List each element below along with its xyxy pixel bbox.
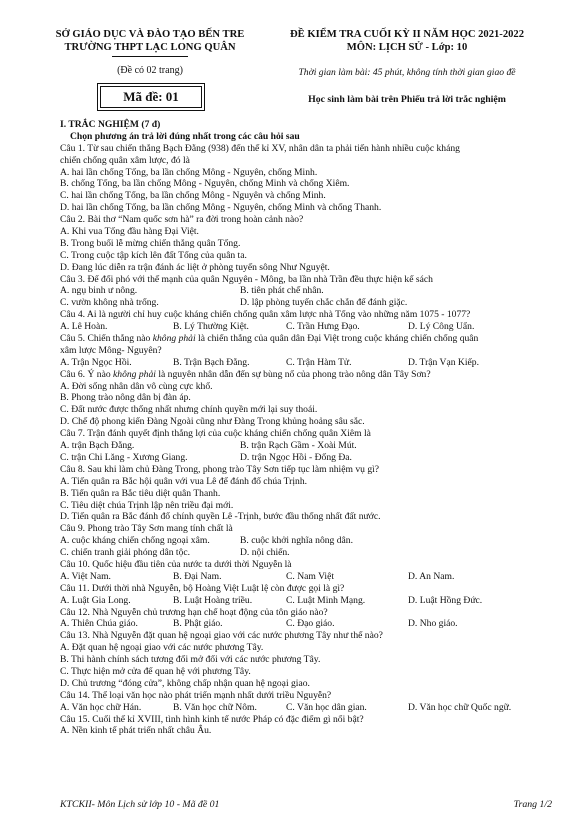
page-footer [60, 799, 552, 811]
question-list [60, 143, 552, 738]
section-title: I. TRẮC NGHIỆM (7 đ) [60, 119, 161, 130]
answer-row [60, 452, 552, 464]
question-13 [60, 630, 552, 689]
question-text: Câu 6. Ý nào không phải là nguyên nhân dẫn đến sự bùng nổ của phong trào nông dân Tây Sơn? [60, 368, 431, 380]
question-4 [60, 309, 552, 333]
question-text: Câu 3. Để đối phó với thế mạnh của quân Nguyên - Mông, ba lần nhà Trần đều thực hiện kế sách [60, 273, 433, 285]
question-text: Câu 1. Từ sau chiến thắng Bạch Đằng (938) đến thế kỉ XV, nhân dân ta phải tiến hành nhiều cuộc kháng [60, 142, 460, 154]
answer-option: D. nội chiến. [240, 547, 290, 559]
answer-option: B. Trong buổi lễ mừng chiến thắng quân Tống. [60, 237, 241, 249]
question-text: Câu 9. Phong trào Tây Sơn mang tính chất là [60, 523, 233, 535]
answer-row [60, 702, 552, 714]
answer-option: A. Luật Gia Long. [60, 594, 131, 606]
answer-option: A. Khi vua Tống đầu hàng Đại Việt. [60, 226, 199, 238]
answer-option: D. Chủ trương “đóng cửa”, không chấp nhận quan hệ ngoại giao. [60, 677, 310, 689]
answer-option: C. Trận Hàm Tử. [286, 356, 352, 368]
question-9 [60, 523, 552, 559]
exam-content [60, 119, 552, 737]
answer-option: D. Luật Hồng Đức. [408, 594, 483, 606]
answer-option: D. Nho giáo. [408, 618, 458, 630]
answer-row [60, 357, 552, 369]
answer-option: B. Phong trào nông dân bị đàn áp. [60, 392, 191, 404]
answer-option: C. chiến tranh giải phóng dân tộc. [60, 547, 191, 559]
answer-option: A. hai lần chống Tống, ba lần chống Mông - Nguyên, chống Minh. [60, 166, 318, 178]
answer-option: A. cuộc kháng chiến chống ngoại xâm. [60, 535, 210, 547]
answer-option: D. Chế độ phong kiến Đàng Ngoài cũng như Đàng Trong khủng hoảng sâu sắc. [60, 416, 365, 428]
answer-option: C. Thực hiện mở cửa để quan hệ với phương Tây. [60, 665, 251, 677]
answer-option: B. trận Rạch Gầm - Xoài Mút. [240, 440, 357, 452]
question-text: Câu 13. Nhà Nguyễn đặt quan hệ ngoại giao với các nước phương Tây như thế nào? [60, 630, 383, 642]
answer-option: A. ngụ binh ư nông. [60, 285, 138, 297]
question-1 [60, 143, 552, 214]
exam-subject: MÔN: LỊCH SỬ - Lớp: 10 [346, 42, 468, 53]
answer-option: B. tiên phát chế nhân. [240, 285, 324, 297]
footer-exam-info: KTCKII- Môn Lịch sử lớp 10 - Mã đề 01 [60, 799, 220, 810]
question-text: Câu 2. Bài thơ “Nam quốc sơn hà” ra đời trong hoàn cảnh nào? [60, 214, 304, 226]
question-text: xâm lược Mông- Nguyên? [60, 344, 162, 356]
question-12 [60, 607, 552, 631]
question-text: Câu 14. Thể loại văn học nào phát triển mạnh nhất dưới triều Nguyễn? [60, 689, 332, 701]
exam-code: Mã đề: 01 [123, 89, 179, 104]
answer-sheet-instruction: Học sinh làm bài trên Phiếu trả lời trắc nghiệm [308, 94, 506, 105]
answer-option: A. Lê Hoàn. [60, 321, 108, 333]
answer-option: A. Việt Nam. [60, 570, 111, 582]
question-text: chiến chống quân xâm lược, đó là [60, 154, 190, 166]
school-name: TRƯỜNG THPT LẠC LONG QUÂN [64, 42, 236, 53]
answer-option: B. Phật giáo. [173, 618, 223, 630]
answer-option: B. Lý Thường Kiệt. [173, 321, 249, 333]
department-name: SỞ GIÁO DỤC VÀ ĐÀO TẠO BẾN TRE [55, 29, 245, 40]
answer-option: B. Tiến quân ra Bắc tiêu diệt quân Thanh. [60, 487, 221, 499]
question-text: Câu 7. Trận đánh quyết định thắng lợi của cuộc kháng chiến chống quân Xiêm là [60, 428, 371, 440]
answer-option: A. Nền kinh tế phát triển nhất châu Âu. [60, 725, 212, 737]
question-7 [60, 428, 552, 464]
question-5 [60, 333, 552, 369]
answer-option: C. Trần Hưng Đạo. [286, 321, 360, 333]
answer-option: A. Văn học chữ Hán. [60, 701, 142, 713]
answer-option: D. lập phòng tuyến chắc chắn để đánh giặc. [240, 297, 408, 309]
school-underline [112, 56, 188, 57]
answer-option: A. Trận Ngọc Hồi. [60, 356, 132, 368]
answer-row [60, 618, 552, 630]
question-14 [60, 690, 552, 714]
question-8 [60, 464, 552, 523]
answer-option: D. Đang lúc diễn ra trận đánh ác liệt ở phòng tuyến sông Như Nguyệt. [60, 261, 330, 273]
answer-option: B. Thi hành chính sách tương đối mở đối với các nước phương Tây. [60, 654, 321, 666]
answer-row [60, 535, 552, 547]
question-text: Câu 5. Chiến thắng nào không phải là chiến thắng của quân dân Đại Việt trong cuộc kháng chiến chống quân [60, 333, 479, 345]
answer-option: D. hai lần chống Tống, ba lần chống Mông - Nguyên, chống Minh và chống Thanh. [60, 202, 382, 214]
footer-page-number: Trang 1/2 [513, 799, 552, 810]
question-15 [60, 714, 552, 738]
answer-option: B. Văn học chữ Nôm. [173, 701, 257, 713]
answer-option: C. Trong cuộc tập kích lên đất Tống của quân ta. [60, 249, 247, 261]
answer-row [60, 321, 552, 333]
answer-option: D. Lý Công Uẩn. [408, 321, 475, 333]
question-11 [60, 583, 552, 607]
question-2 [60, 214, 552, 273]
answer-option: A. Thiên Chúa giáo. [60, 618, 138, 630]
answer-row [60, 571, 552, 583]
exam-header [0, 28, 582, 118]
answer-option: A. trận Bạch Đằng. [60, 440, 135, 452]
answer-option: C. Luật Minh Mạng. [286, 594, 366, 606]
question-text: Câu 4. Ai là người chỉ huy cuộc kháng chiến chống quân xâm lược nhà Tống vào những năm 1075 - 1077? [60, 309, 471, 321]
answer-option: A. Đời sống nhân dân vô cùng cực khổ. [60, 380, 213, 392]
answer-option: D. Tiến quân ra Bắc đánh đổ chính quyền Lê -Trịnh, bước đầu thống nhất đất nước. [60, 511, 381, 523]
exam-code-box [97, 83, 205, 111]
answer-option: D. Văn học chữ Quốc ngữ. [408, 701, 512, 713]
answer-row [60, 440, 552, 452]
answer-option: D. trận Ngọc Hồi - Đống Đa. [240, 451, 352, 463]
answer-option: B. cuộc khởi nghĩa nông dân. [240, 535, 353, 547]
answer-option: B. Trận Bạch Đằng. [173, 356, 250, 368]
question-3 [60, 274, 552, 310]
answer-option: A. Tiến quân ra Bắc hội quân với vua Lê để đánh đổ chúa Trịnh. [60, 475, 308, 487]
exam-title: ĐỀ KIỂM TRA CUỐI KỲ II NĂM HỌC 2021-2022 [289, 29, 525, 40]
section-subtitle: Chọn phương án trả lời đúng nhất trong các câu hỏi sau [70, 130, 300, 142]
answer-row [60, 297, 552, 309]
answer-option: B. chống Tống, ba lần chống Mông - Nguyên, chống Minh và chống Xiêm. [60, 178, 350, 190]
question-text: Câu 11. Dưới thời nhà Nguyễn, bộ Hoàng Việt Luật lệ còn được gọi là gì? [60, 582, 345, 594]
answer-option: A. Đặt quan hệ ngoại giao với các nước phương Tây. [60, 642, 264, 654]
answer-option: C. Nam Việt [286, 570, 335, 582]
answer-row [60, 595, 552, 607]
answer-option: C. trận Chi Lăng - Xương Giang. [60, 451, 188, 463]
question-text: Câu 8. Sau khi làm chủ Đàng Trong, phong trào Tây Sơn tiếp tục làm nhiệm vụ gì? [60, 463, 380, 475]
answer-option: B. Đại Nam. [173, 570, 222, 582]
question-text: Câu 12. Nhà Nguyễn chủ trương hạn chế hoạt động của tôn giáo nào? [60, 606, 328, 618]
answer-row [60, 547, 552, 559]
answer-option: C. Tiêu diệt chúa Trịnh lập nên triều đại mới. [60, 499, 234, 511]
answer-option: C. Đạo giáo. [286, 618, 335, 630]
answer-option: C. vườn không nhà trống. [60, 297, 159, 309]
answer-option: C. Đất nước được thống nhất nhưng chính quyền mới lại suy thoái. [60, 404, 318, 416]
answer-option: B. Luật Hoàng triều. [173, 594, 253, 606]
answer-option: C. Văn học dân gian. [286, 701, 367, 713]
question-6 [60, 369, 552, 428]
answer-row [60, 285, 552, 297]
answer-option: D. An Nam. [408, 570, 455, 582]
question-text: Câu 15. Cuối thế kỉ XVIII, tình hình kinh tế nước Pháp có đặc điểm gì nổi bật? [60, 713, 364, 725]
time-note: Thời gian làm bài: 45 phút, không tính thời gian giao đề [298, 67, 516, 78]
pages-note: (Đề có 02 trang) [117, 65, 183, 76]
answer-option: D. Trận Vạn Kiếp. [408, 356, 479, 368]
answer-option: C. hai lần chống Tống, ba lần chống Mông - Nguyên và chống Minh. [60, 190, 326, 202]
question-text: Câu 10. Quốc hiệu đầu tiên của nước ta dưới thời Nguyễn là [60, 558, 292, 570]
question-10 [60, 559, 552, 583]
